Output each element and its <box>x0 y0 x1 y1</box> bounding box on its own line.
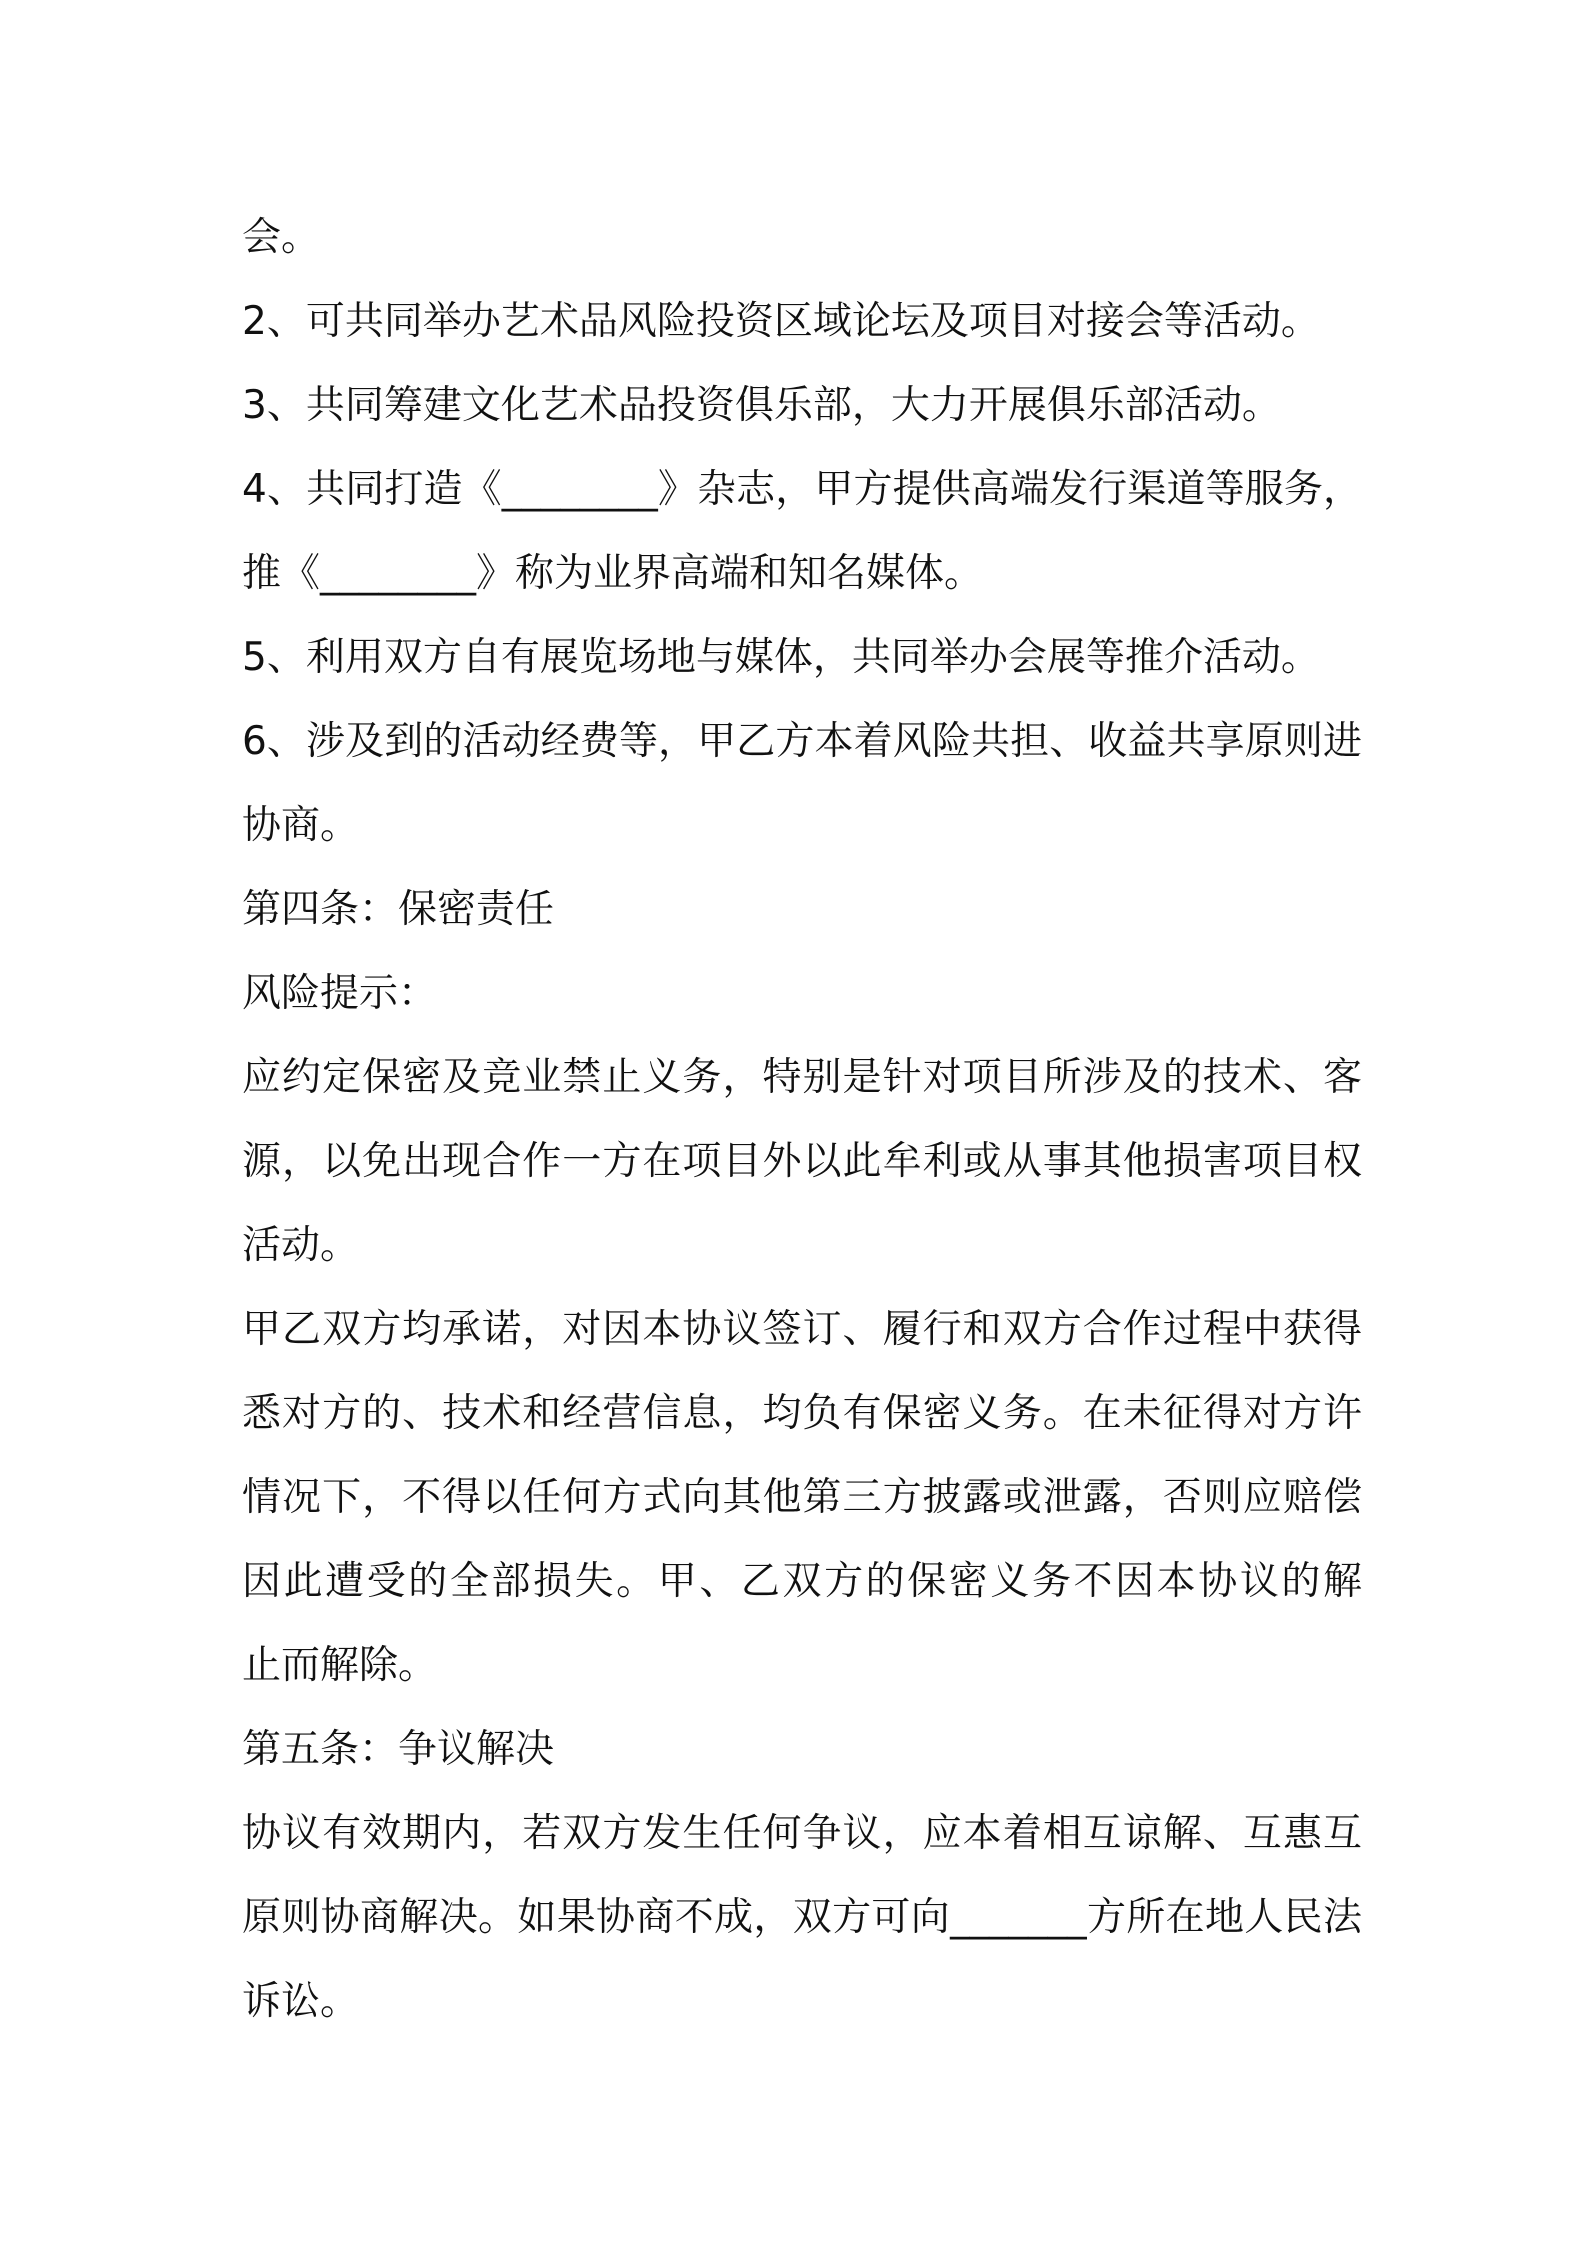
clause-item-6: 6、涉及到的活动经费等，甲乙方本着风险共担、收益共享原则进 <box>242 719 1362 764</box>
paragraph-line: 止而解除。 <box>242 1643 438 1688</box>
document-body <box>242 196 1362 2044</box>
clause-item-3: 3、共同筹建文化艺术品投资俱乐部，大力开展俱乐部活动。 <box>242 383 1281 428</box>
risk-notice-heading: 风险提示： <box>242 971 438 1016</box>
text-line: 会。 <box>242 215 321 260</box>
paragraph-line: 原则协商解决。如果协商不成，双方可向_______方所在地人民法 <box>242 1895 1362 1940</box>
paragraph-line: 因此遭受的全部损失。甲、乙双方的保密义务不因本协议的解 <box>242 1559 1362 1604</box>
paragraph-line: 源，以免出现合作一方在项目外以此牟利或从事其他损害项目权 <box>242 1139 1362 1184</box>
paragraph-line: 应约定保密及竞业禁止义务，特别是针对项目所涉及的技术、客 <box>242 1055 1362 1100</box>
section-heading-article-4: 第四条：保密责任 <box>242 887 555 932</box>
text-line: 推《________》称为业界高端和知名媒体。 <box>242 551 984 596</box>
paragraph-line: 诉讼。 <box>242 1979 360 2024</box>
paragraph-line: 协议有效期内，若双方发生任何争议，应本着相互谅解、互惠互 <box>242 1811 1362 1856</box>
clause-item-5: 5、利用双方自有展览场地与媒体，共同举办会展等推介活动。 <box>242 635 1320 680</box>
paragraph-line: 甲乙双方均承诺，对因本协议签订、履行和双方合作过程中获得 <box>242 1307 1362 1352</box>
text-line: 协商。 <box>242 803 360 848</box>
paragraph-line: 悉对方的、技术和经营信息，均负有保密义务。在未征得对方许 <box>242 1391 1362 1436</box>
clause-item-4: 4、共同打造《________》杂志，甲方提供高端发行渠道等服务， <box>242 467 1362 512</box>
section-heading-article-5: 第五条：争议解决 <box>242 1727 555 1772</box>
paragraph-line: 情况下，不得以任何方式向其他第三方披露或泄露，否则应赔偿 <box>242 1475 1362 1520</box>
clause-item-2: 2、可共同举办艺术品风险投资区域论坛及项目对接会等活动。 <box>242 299 1320 344</box>
paragraph-line: 活动。 <box>242 1223 360 1268</box>
